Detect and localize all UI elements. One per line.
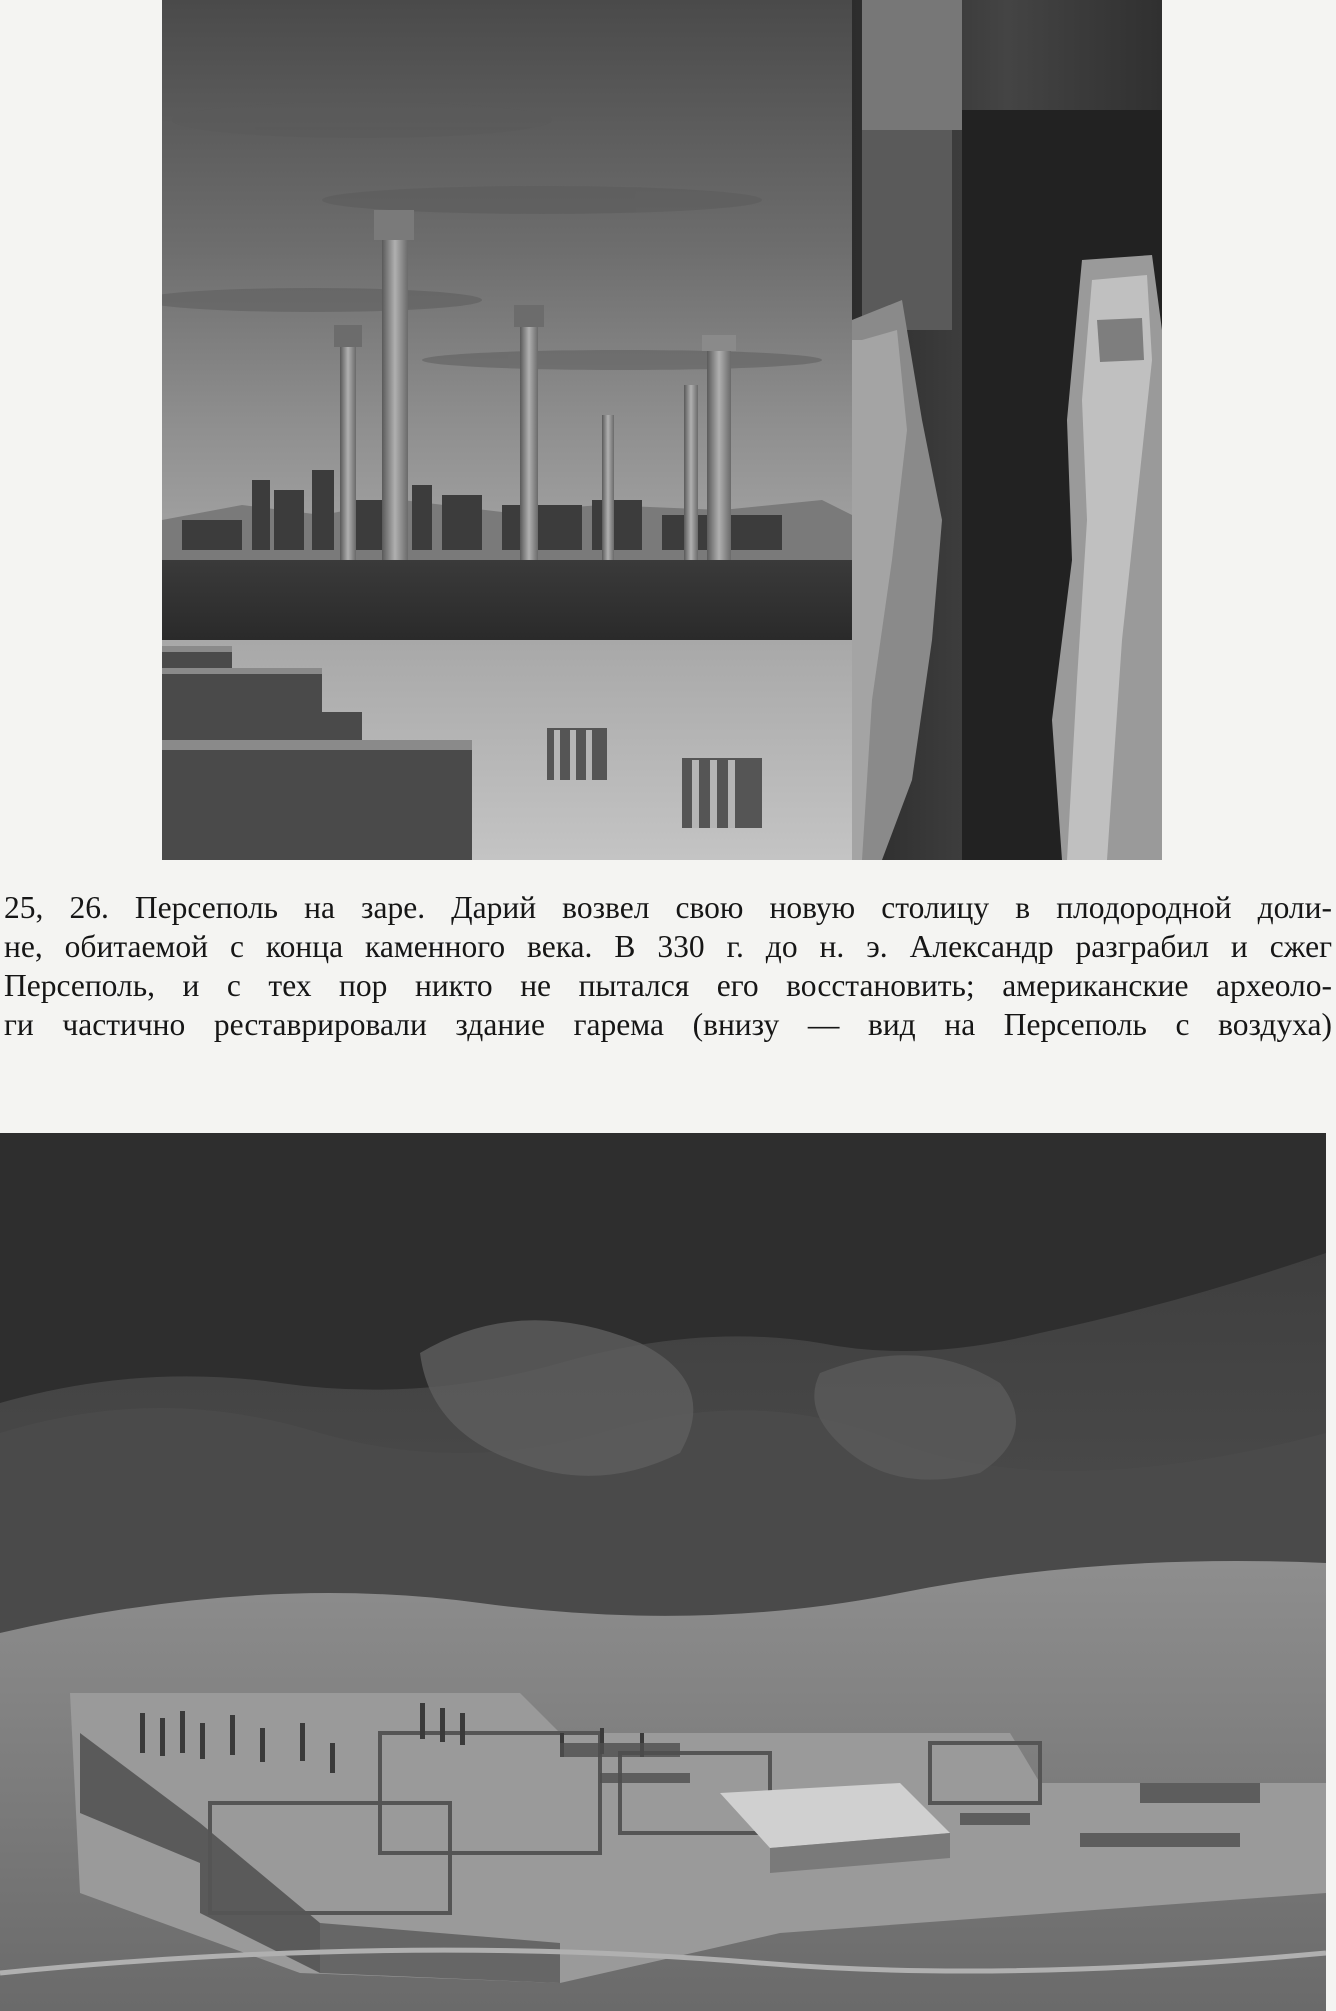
- persepolis-dawn-illustration: [162, 0, 1162, 860]
- caption-line: ги частично реставрировали здание гарема (внизу — вид на Персеполь с воздуха): [4, 1007, 1332, 1042]
- caption-line: Персеполь, и с тех пор никто не пытался его восстановить; американские археоло-: [4, 968, 1332, 1003]
- persepolis-dawn-photo: [162, 0, 1162, 860]
- figure-caption: [4, 888, 1332, 1044]
- caption-line: 25, 26. Персеполь на заре. Дарий возвел свою новую столицу в плодородной доли-: [4, 890, 1332, 925]
- persepolis-aerial-photo: [0, 1133, 1326, 2011]
- persepolis-aerial-illustration: [0, 1133, 1326, 2011]
- caption-line: не, обитаемой с конца каменного века. В 330 г. до н. э. Александр разграбил и сжег: [4, 929, 1332, 964]
